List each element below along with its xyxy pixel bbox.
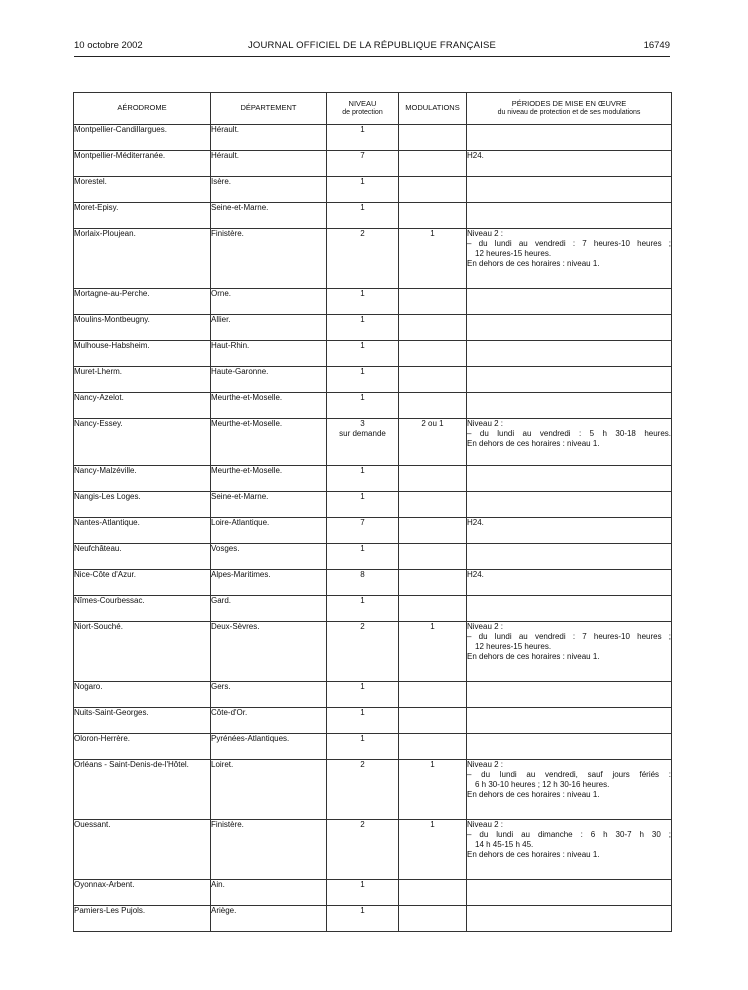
table-row [74,570,672,596]
aerodrome-cell: Morestel. [74,177,211,203]
table-row [74,203,672,229]
periode-line: – du lundi au vendredi : 5 h 30-18 heures. [467,429,671,438]
departement-cell: Meurthe-et-Moselle. [211,419,327,466]
niveau-cell [327,622,399,682]
niveau-cell [327,880,399,906]
periode-line: En dehors de ces horaires : niveau 1. [467,652,600,661]
aerodrome-cell: Nogaro. [74,682,211,708]
modulations-cell [399,341,467,367]
periodes-cell [467,760,672,820]
table-row [74,682,672,708]
periodes-cell [467,906,672,932]
column-header-periodes-label: PÉRIODES DE MISE EN ŒUVRE [511,99,627,108]
column-header-niveau-label: NIVEAU [348,99,377,108]
periode-line: 12 heures-15 heures. [475,642,552,651]
table-row [74,906,672,932]
modulations-cell [399,151,467,177]
aerodrome-cell: Moret-Episy. [74,203,211,229]
modulations-cell [399,289,467,315]
table-row [74,734,672,760]
aerodrome-cell: Nuits-Saint-Georges. [74,708,211,734]
aerodrome-cell: Mortagne-au-Perche. [74,289,211,315]
modulations-cell [399,393,467,419]
periode-line: 14 h 45-15 h 45. [475,840,534,849]
journal-title: JOURNAL OFFICIEL DE LA RÉPUBLIQUE FRANÇAISE [247,40,497,51]
periode-line: En dehors de ces horaires : niveau 1. [467,790,600,799]
aerodrome-cell: Nantes-Atlantique. [74,518,211,544]
periodes-cell [467,367,672,393]
table-row [74,177,672,203]
table-row [74,518,672,544]
niveau-value: 7 [360,151,365,160]
departement-cell: Orne. [211,289,327,315]
departement-cell: Hérault. [211,151,327,177]
aerodrome-cell: Nancy-Azelot. [74,393,211,419]
modulations-cell [399,906,467,932]
periode-line: En dehors de ces horaires : niveau 1. [467,259,600,268]
periodes-cell [467,492,672,518]
modulations-cell [399,544,467,570]
aerodrome-cell: Ouessant. [74,820,211,880]
niveau-value: 1 [360,367,365,376]
table-header-row [74,93,672,125]
niveau-value: 7 [360,518,365,527]
modulations-cell [399,367,467,393]
periodes-cell [467,734,672,760]
niveau-cell [327,177,399,203]
niveau-value: 3 [360,419,365,428]
modulations-cell [399,880,467,906]
departement-cell: Meurthe-et-Moselle. [211,393,327,419]
column-header-niveau [327,93,399,125]
periodes-cell [467,518,672,544]
table-row [74,125,672,151]
niveau-cell [327,760,399,820]
periode-line: En dehors de ces horaires : niveau 1. [467,439,600,448]
periode-line: – du lundi au vendredi, sauf jours fériés : [467,770,671,779]
periode-line: H24. [467,570,484,579]
departement-cell: Meurthe-et-Moselle. [211,466,327,492]
departement-cell: Finistère. [211,229,327,289]
periode-line: En dehors de ces horaires : niveau 1. [467,850,600,859]
modulations-cell [399,466,467,492]
niveau-cell [327,544,399,570]
niveau-value: 2 [360,820,365,829]
aerodrome-cell: Oyonnax-Arbent. [74,880,211,906]
niveau-cell [327,906,399,932]
departement-cell: Hérault. [211,125,327,151]
niveau-value: 1 [360,315,365,324]
column-header-departement: DÉPARTEMENT [211,93,327,125]
departement-cell: Gard. [211,596,327,622]
niveau-value: 1 [360,341,365,350]
aerodrome-cell: Neufchâteau. [74,544,211,570]
column-header-niveau-sub: de protection [342,108,383,116]
departement-cell: Haut-Rhin. [211,341,327,367]
table-row [74,341,672,367]
aerodrome-cell: Mulhouse-Habsheim. [74,341,211,367]
periodes-cell [467,151,672,177]
departement-cell: Loire-Atlantique. [211,518,327,544]
table-row [74,393,672,419]
aerodrome-cell: Pamiers-Les Pujols. [74,906,211,932]
modulations-cell [399,570,467,596]
periodes-cell [467,466,672,492]
aerodrome-cell: Nîmes-Courbessac. [74,596,211,622]
table-body [74,125,672,932]
departement-cell: Haute-Garonne. [211,367,327,393]
departement-cell: Loiret. [211,760,327,820]
niveau-cell [327,466,399,492]
niveau-note: sur demande [339,429,386,438]
periodes-cell [467,419,672,466]
table-row [74,151,672,177]
modulations-cell: 1 [399,760,467,820]
departement-cell: Deux-Sèvres. [211,622,327,682]
niveau-cell [327,596,399,622]
niveau-value: 1 [360,708,365,717]
departement-cell: Vosges. [211,544,327,570]
periode-line: – du lundi au dimanche : 6 h 30-7 h 30 ; [467,830,671,839]
periode-line: H24. [467,151,484,160]
periodes-cell [467,820,672,880]
periodes-cell [467,880,672,906]
periode-line: – du lundi au vendredi : 7 heures-10 heures ; [467,239,671,248]
periodes-cell [467,544,672,570]
periodes-cell [467,708,672,734]
niveau-cell [327,820,399,880]
modulations-cell: 1 [399,622,467,682]
periode-line: Niveau 2 : [467,419,504,428]
periodes-cell [467,203,672,229]
periode-line: Niveau 2 : [467,760,504,769]
niveau-cell [327,229,399,289]
modulations-cell: 1 [399,229,467,289]
periode-line: 6 h 30-10 heures ; 12 h 30-16 heures. [475,780,610,789]
periode-line: Niveau 2 : [467,820,504,829]
niveau-cell [327,682,399,708]
niveau-cell [327,151,399,177]
table-row [74,289,672,315]
periodes-cell [467,570,672,596]
periodes-cell [467,177,672,203]
departement-cell: Gers. [211,682,327,708]
departement-cell: Pyrénées-Atlantiques. [211,734,327,760]
niveau-value: 1 [360,393,365,402]
periode-line: 12 heures-15 heures. [475,249,552,258]
niveau-value: 1 [360,177,365,186]
niveau-value: 1 [360,734,365,743]
niveau-value: 1 [360,289,365,298]
niveau-value: 1 [360,203,365,212]
column-header-aerodrome: AÉRODROME [74,93,211,125]
aerodrome-cell: Orléans - Saint-Denis-de-l'Hôtel. [74,760,211,820]
table-row [74,820,672,880]
aerodrome-cell: Niort-Souché. [74,622,211,682]
niveau-value: 1 [360,125,365,134]
column-header-periodes [467,93,672,125]
aerodrome-cell: Nancy-Malzéville. [74,466,211,492]
periodes-cell [467,229,672,289]
niveau-cell [327,734,399,760]
niveau-value: 1 [360,466,365,475]
niveau-value: 1 [360,596,365,605]
aerodrome-cell: Muret-Lherm. [74,367,211,393]
periode-line: – du lundi au vendredi : 7 heures-10 heures ; [467,632,671,641]
table-row [74,466,672,492]
niveau-value: 1 [360,682,365,691]
periodes-cell [467,315,672,341]
periodes-cell [467,289,672,315]
departement-cell: Seine-et-Marne. [211,203,327,229]
departement-cell: Ariège. [211,906,327,932]
modulations-cell [399,203,467,229]
periode-line: Niveau 2 : [467,229,504,238]
table-row [74,315,672,341]
periodes-cell [467,682,672,708]
table-row [74,708,672,734]
table-row [74,419,672,466]
niveau-value: 2 [360,622,365,631]
modulations-cell [399,682,467,708]
niveau-cell [327,518,399,544]
niveau-value: 2 [360,760,365,769]
periodes-cell [467,341,672,367]
aerodrome-cell: Oloron-Herrère. [74,734,211,760]
departement-cell: Finistère. [211,820,327,880]
periodes-cell [467,622,672,682]
modulations-cell [399,708,467,734]
aerodrome-cell: Nangis-Les Loges. [74,492,211,518]
niveau-cell [327,393,399,419]
table-row [74,544,672,570]
table-row [74,880,672,906]
periodes-cell [467,393,672,419]
niveau-value: 1 [360,906,365,915]
aerodrome-cell: Nice-Côte d'Azur. [74,570,211,596]
niveau-cell [327,419,399,466]
niveau-value: 1 [360,880,365,889]
niveau-value: 2 [360,229,365,238]
niveau-cell [327,492,399,518]
niveau-cell [327,289,399,315]
niveau-cell [327,203,399,229]
modulations-cell: 1 [399,820,467,880]
column-header-periodes-sub: du niveau de protection et de ses modulations [497,108,641,116]
modulations-cell [399,518,467,544]
niveau-value: 1 [360,492,365,501]
table-row [74,760,672,820]
periodes-cell [467,125,672,151]
niveau-cell [327,367,399,393]
page-number: 16749 [643,40,670,51]
niveau-cell [327,570,399,596]
modulations-cell [399,125,467,151]
page-header [74,38,670,57]
aerodrome-cell: Montpellier-Méditerranée. [74,151,211,177]
table-row [74,229,672,289]
niveau-cell [327,125,399,151]
aerodrome-cell: Montpellier-Candillargues. [74,125,211,151]
modulations-cell [399,315,467,341]
modulations-cell [399,177,467,203]
niveau-value: 1 [360,544,365,553]
modulations-cell [399,596,467,622]
modulations-cell [399,492,467,518]
aerodrome-cell: Moulins-Montbeugny. [74,315,211,341]
table-row [74,492,672,518]
niveau-value: 8 [360,570,365,579]
departement-cell: Côte-d'Or. [211,708,327,734]
aerodrome-cell: Nancy-Essey. [74,419,211,466]
niveau-cell [327,315,399,341]
departement-cell: Seine-et-Marne. [211,492,327,518]
column-header-modulations: MODULATIONS [399,93,467,125]
table-row [74,596,672,622]
publication-date: 10 octobre 2002 [74,40,143,51]
periode-line: H24. [467,518,484,527]
niveau-cell [327,341,399,367]
modulations-cell [399,734,467,760]
table-row [74,622,672,682]
periodes-cell [467,596,672,622]
aerodrome-protection-table [73,92,672,932]
niveau-cell [327,708,399,734]
departement-cell: Allier. [211,315,327,341]
table-row [74,367,672,393]
aerodrome-cell: Morlaix-Ploujean. [74,229,211,289]
departement-cell: Ain. [211,880,327,906]
modulations-cell: 2 ou 1 [399,419,467,466]
departement-cell: Isère. [211,177,327,203]
departement-cell: Alpes-Maritimes. [211,570,327,596]
periode-line: Niveau 2 : [467,622,504,631]
